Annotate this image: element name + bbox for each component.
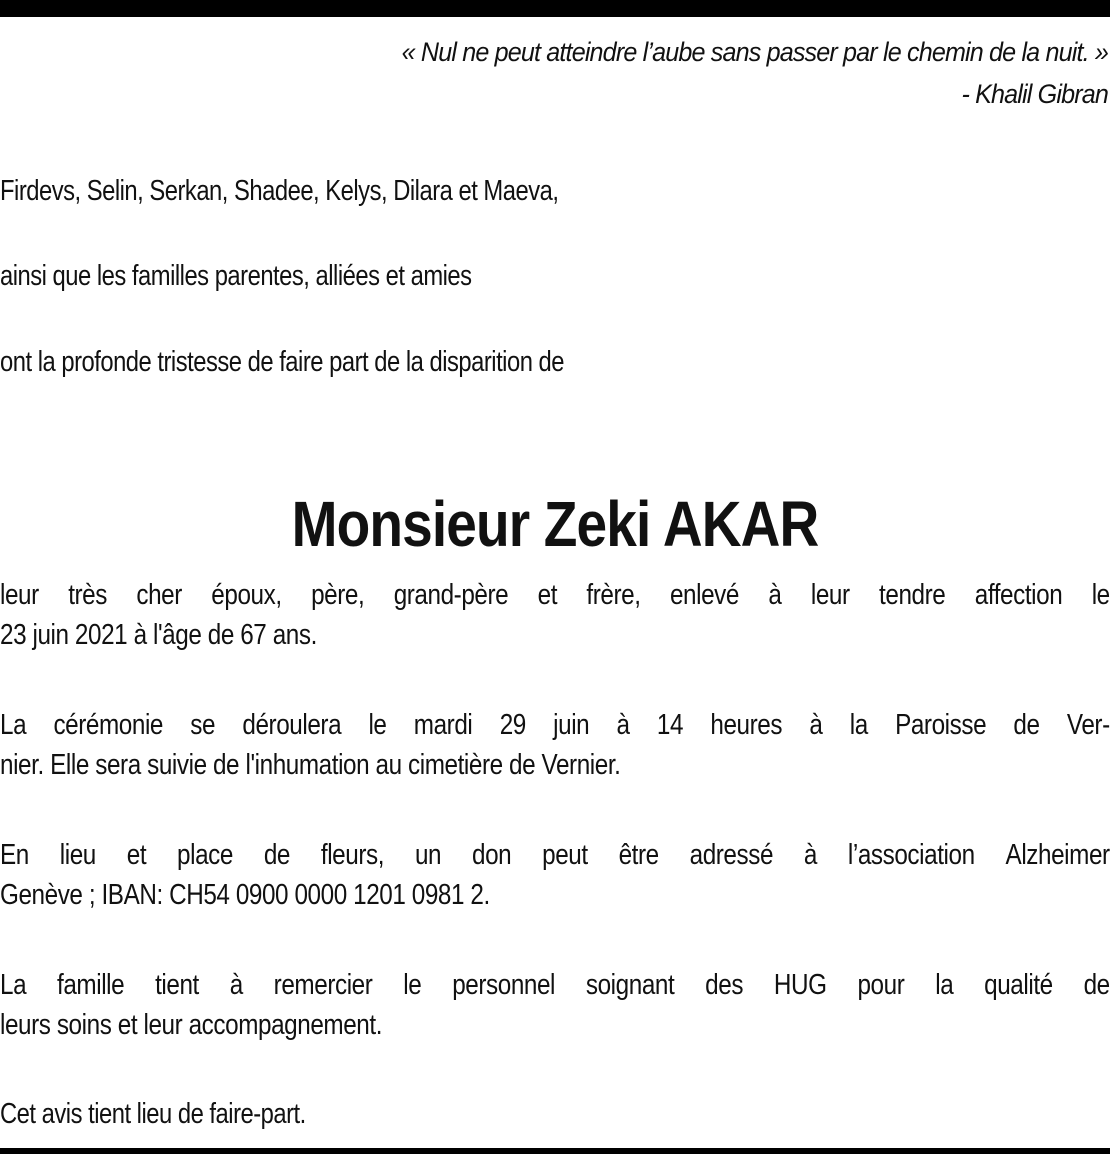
announcement-line: ont la profonde tristesse de faire part de la disparition de	[0, 346, 565, 378]
word: de	[1013, 709, 1040, 741]
word: La	[0, 709, 27, 741]
word: affection	[974, 579, 1063, 611]
word: soignant	[585, 969, 675, 1001]
paragraph-death-details	[0, 575, 1110, 655]
word: Paroisse	[895, 709, 987, 741]
paragraph-line-justified	[0, 705, 1110, 745]
word: personnel	[452, 969, 556, 1001]
word: tendre	[879, 579, 946, 611]
word: qualité	[984, 969, 1053, 1001]
word: à	[809, 709, 823, 741]
word: heures	[710, 709, 783, 741]
word: un	[414, 839, 442, 871]
word: la	[935, 969, 954, 1001]
word: très	[68, 579, 107, 611]
word: juin	[553, 709, 590, 741]
word: des	[705, 969, 744, 1001]
word: peut	[542, 839, 588, 871]
paragraph-thanks	[0, 965, 1110, 1045]
word: remercier	[273, 969, 373, 1001]
paragraph-line-justified	[0, 965, 1110, 1005]
word: de	[263, 839, 291, 871]
paragraph-line-justified	[0, 575, 1110, 615]
word: En	[0, 839, 29, 871]
closing-line: Cet avis tient lieu de faire-part.	[0, 1098, 306, 1130]
word: lieu	[59, 839, 96, 871]
word: 29	[499, 709, 526, 741]
word: enlevé	[669, 579, 739, 611]
word: La	[0, 969, 27, 1001]
top-border-rule	[0, 0, 1110, 17]
family-names-line: Firdevs, Selin, Serkan, Shadee, Kelys, Dilara et Maeva,	[0, 175, 559, 207]
paragraph-ceremony	[0, 705, 1110, 785]
word: grand-père	[393, 579, 509, 611]
word: la	[849, 709, 868, 741]
word: mardi	[413, 709, 473, 741]
bottom-border-rule	[0, 1148, 1110, 1154]
word: cher	[136, 579, 182, 611]
paragraph-line-justified	[0, 835, 1110, 875]
word: à	[616, 709, 630, 741]
word: cérémonie	[53, 709, 164, 741]
word: être	[618, 839, 659, 871]
word: leur	[0, 579, 39, 611]
word: et	[537, 579, 558, 611]
word: leur	[810, 579, 850, 611]
word: à	[768, 579, 782, 611]
word: don	[471, 839, 512, 871]
word: et	[126, 839, 147, 871]
word: 14	[656, 709, 684, 741]
quote-text: « Nul ne peut atteindre l’aube sans passer par le chemin de la nuit. »	[401, 37, 1108, 67]
deceased-name: Monsieur Zeki AKAR	[291, 488, 819, 560]
word: à	[803, 839, 818, 871]
word: adressé	[689, 839, 774, 871]
paragraph-line: nier. Elle sera suivie de l'inhumation au cimetière de Vernier.	[0, 749, 621, 781]
word: place	[177, 839, 233, 871]
word: tient	[155, 969, 199, 1001]
word: déroulera	[242, 709, 342, 741]
epigraph-quote	[178, 31, 1108, 115]
word: époux,	[211, 579, 282, 611]
word: pour	[857, 969, 905, 1001]
word: le	[1091, 579, 1110, 611]
word: se	[190, 709, 216, 741]
quote-author: - Khalil Gibran	[961, 79, 1108, 109]
word: l’association	[847, 839, 975, 871]
word: Alzheimer	[1005, 839, 1110, 871]
word: le	[403, 969, 422, 1001]
word: HUG	[773, 969, 827, 1001]
word: de	[1083, 969, 1110, 1001]
relatives-line: ainsi que les familles parentes, alliées et amies	[0, 260, 472, 292]
word: frère,	[586, 579, 641, 611]
word: fleurs,	[320, 839, 385, 871]
paragraph-line: leurs soins et leur accompagnement.	[0, 1009, 383, 1041]
word: le	[368, 709, 387, 741]
paragraph-line: 23 juin 2021 à l'âge de 67 ans.	[0, 619, 317, 651]
paragraph-donation	[0, 835, 1110, 915]
word: Ver-	[1066, 709, 1110, 741]
paragraph-line: Genève ; IBAN: CH54 0900 0000 1201 0981 2.	[0, 879, 490, 911]
word: famille	[57, 969, 125, 1001]
word: à	[229, 969, 243, 1001]
word: père,	[311, 579, 365, 611]
